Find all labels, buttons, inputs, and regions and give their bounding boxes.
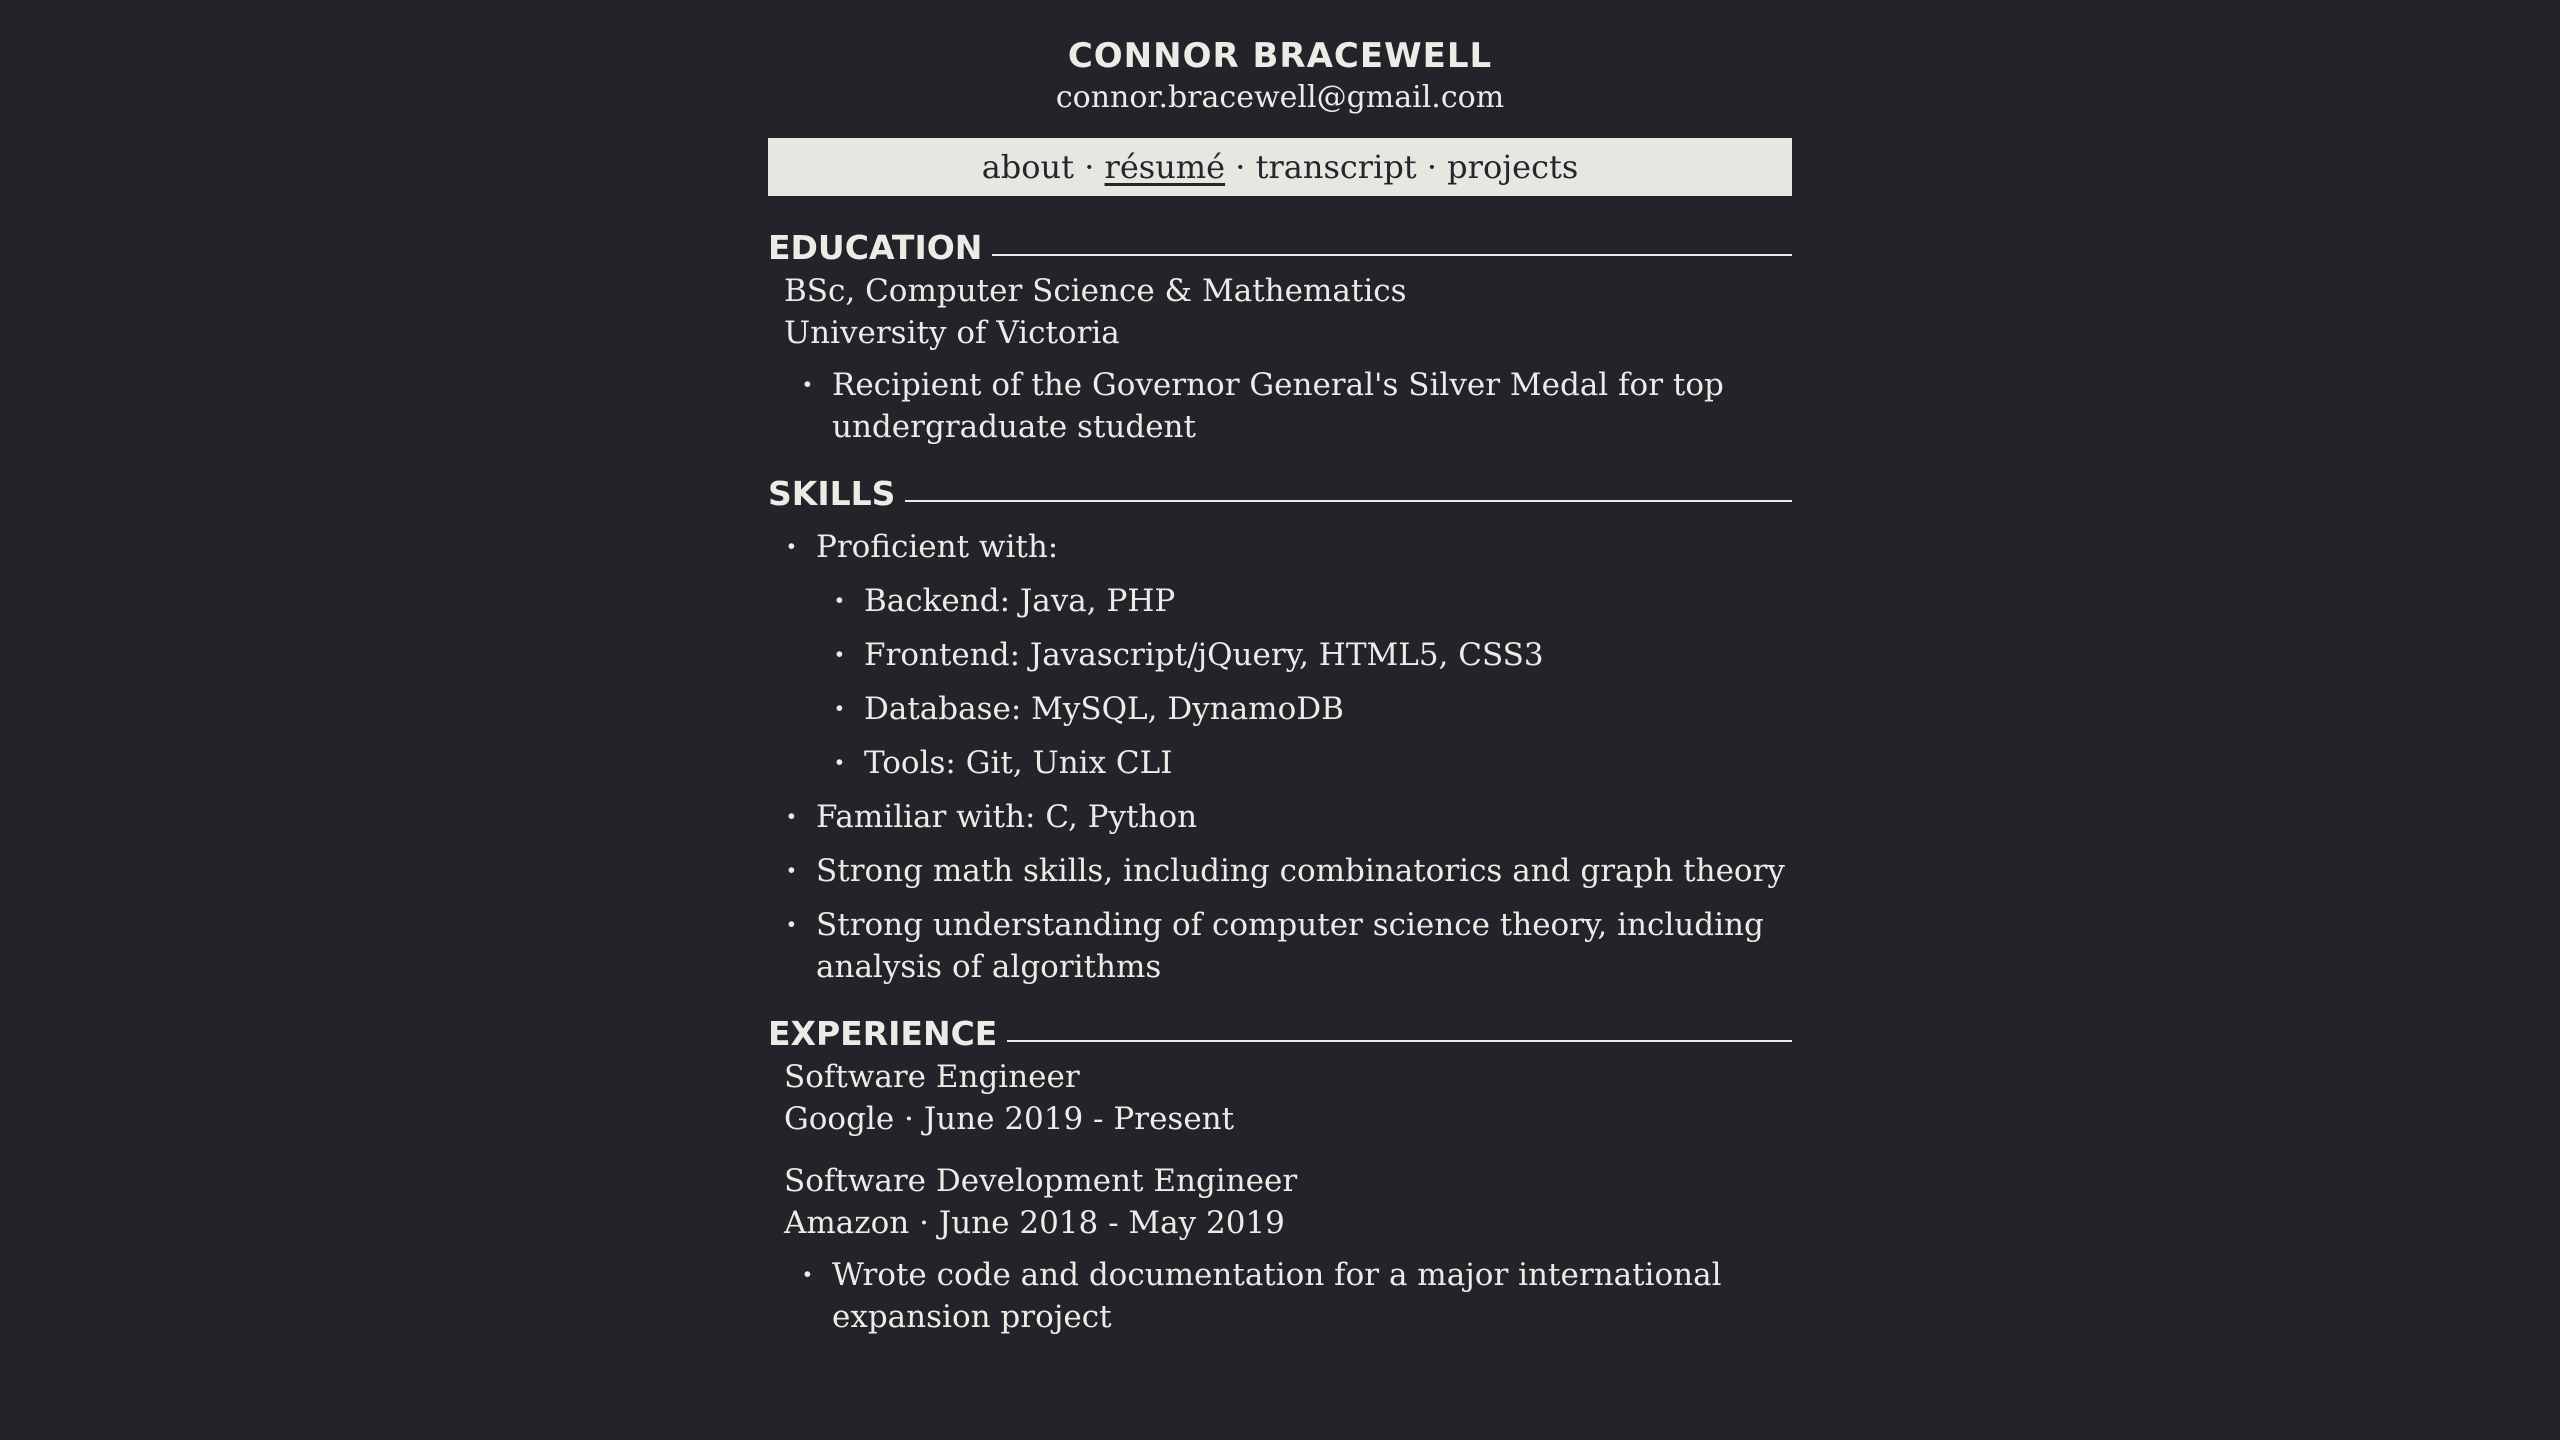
- list-item: [768, 526, 1792, 784]
- list-item: · Frontend: Javascript/jQuery, HTML5, CSS3: [816, 634, 1792, 676]
- skills-title: SKILLS: [768, 474, 896, 513]
- section-divider: [992, 254, 1792, 256]
- degree: BSc, Computer Science & Mathematics: [784, 273, 1407, 309]
- experience-title: EXPERIENCE: [768, 1014, 998, 1053]
- list-item: · Recipient of the Governor General's Silver Medal for top undergraduate student: [784, 364, 1792, 448]
- job-role: Software Engineer: [784, 1059, 1080, 1095]
- job-entry: [784, 1056, 1792, 1140]
- section-divider: [1007, 1040, 1792, 1042]
- proficient-label: Proficient with:: [816, 529, 1059, 565]
- experience-heading: [768, 1012, 1792, 1056]
- nav-transcript[interactable]: transcript: [1255, 148, 1417, 186]
- resume-page: [768, 0, 1792, 1338]
- proficient-list: [816, 580, 1792, 784]
- list-item: · Tools: Git, Unix CLI: [816, 742, 1792, 784]
- job-meta: Google · June 2019 - Present: [784, 1101, 1235, 1137]
- skills-heading: [768, 472, 1792, 516]
- nav-about[interactable]: about: [981, 148, 1075, 186]
- email-address: connor.bracewell@gmail.com: [1055, 80, 1505, 115]
- education-bullets: [784, 364, 1792, 448]
- list-item: · Wrote code and documentation for a major international expansion project: [784, 1254, 1792, 1338]
- nav-projects[interactable]: projects: [1447, 148, 1579, 186]
- education-entry: [784, 270, 1792, 448]
- experience-entries: [784, 1056, 1792, 1338]
- school: University of Victoria: [784, 315, 1120, 351]
- job-entry: [784, 1160, 1792, 1338]
- skills-list: [768, 526, 1792, 988]
- nav-separator: ·: [1074, 148, 1105, 186]
- education-title: EDUCATION: [768, 228, 983, 267]
- job-meta: Amazon · June 2018 - May 2019: [784, 1205, 1285, 1241]
- education-heading: [768, 226, 1792, 270]
- list-item: · Database: MySQL, DynamoDB: [816, 688, 1792, 730]
- list-item: · Strong math skills, including combinatorics and graph theory: [768, 850, 1792, 892]
- nav-bar: [768, 138, 1792, 196]
- job-bullets: [784, 1254, 1792, 1338]
- nav-separator: ·: [1225, 148, 1256, 186]
- job-role: Software Development Engineer: [784, 1163, 1298, 1199]
- nav-separator: ·: [1416, 148, 1448, 186]
- nav-resume[interactable]: résumé: [1104, 148, 1226, 186]
- person-name: CONNOR BRACEWELL: [1067, 36, 1493, 76]
- list-item: · Backend: Java, PHP: [816, 580, 1792, 622]
- list-item: · Familiar with: C, Python: [768, 796, 1792, 838]
- section-divider: [905, 500, 1792, 502]
- list-item: · Strong understanding of computer science theory, including analysis of algorithms: [768, 904, 1792, 988]
